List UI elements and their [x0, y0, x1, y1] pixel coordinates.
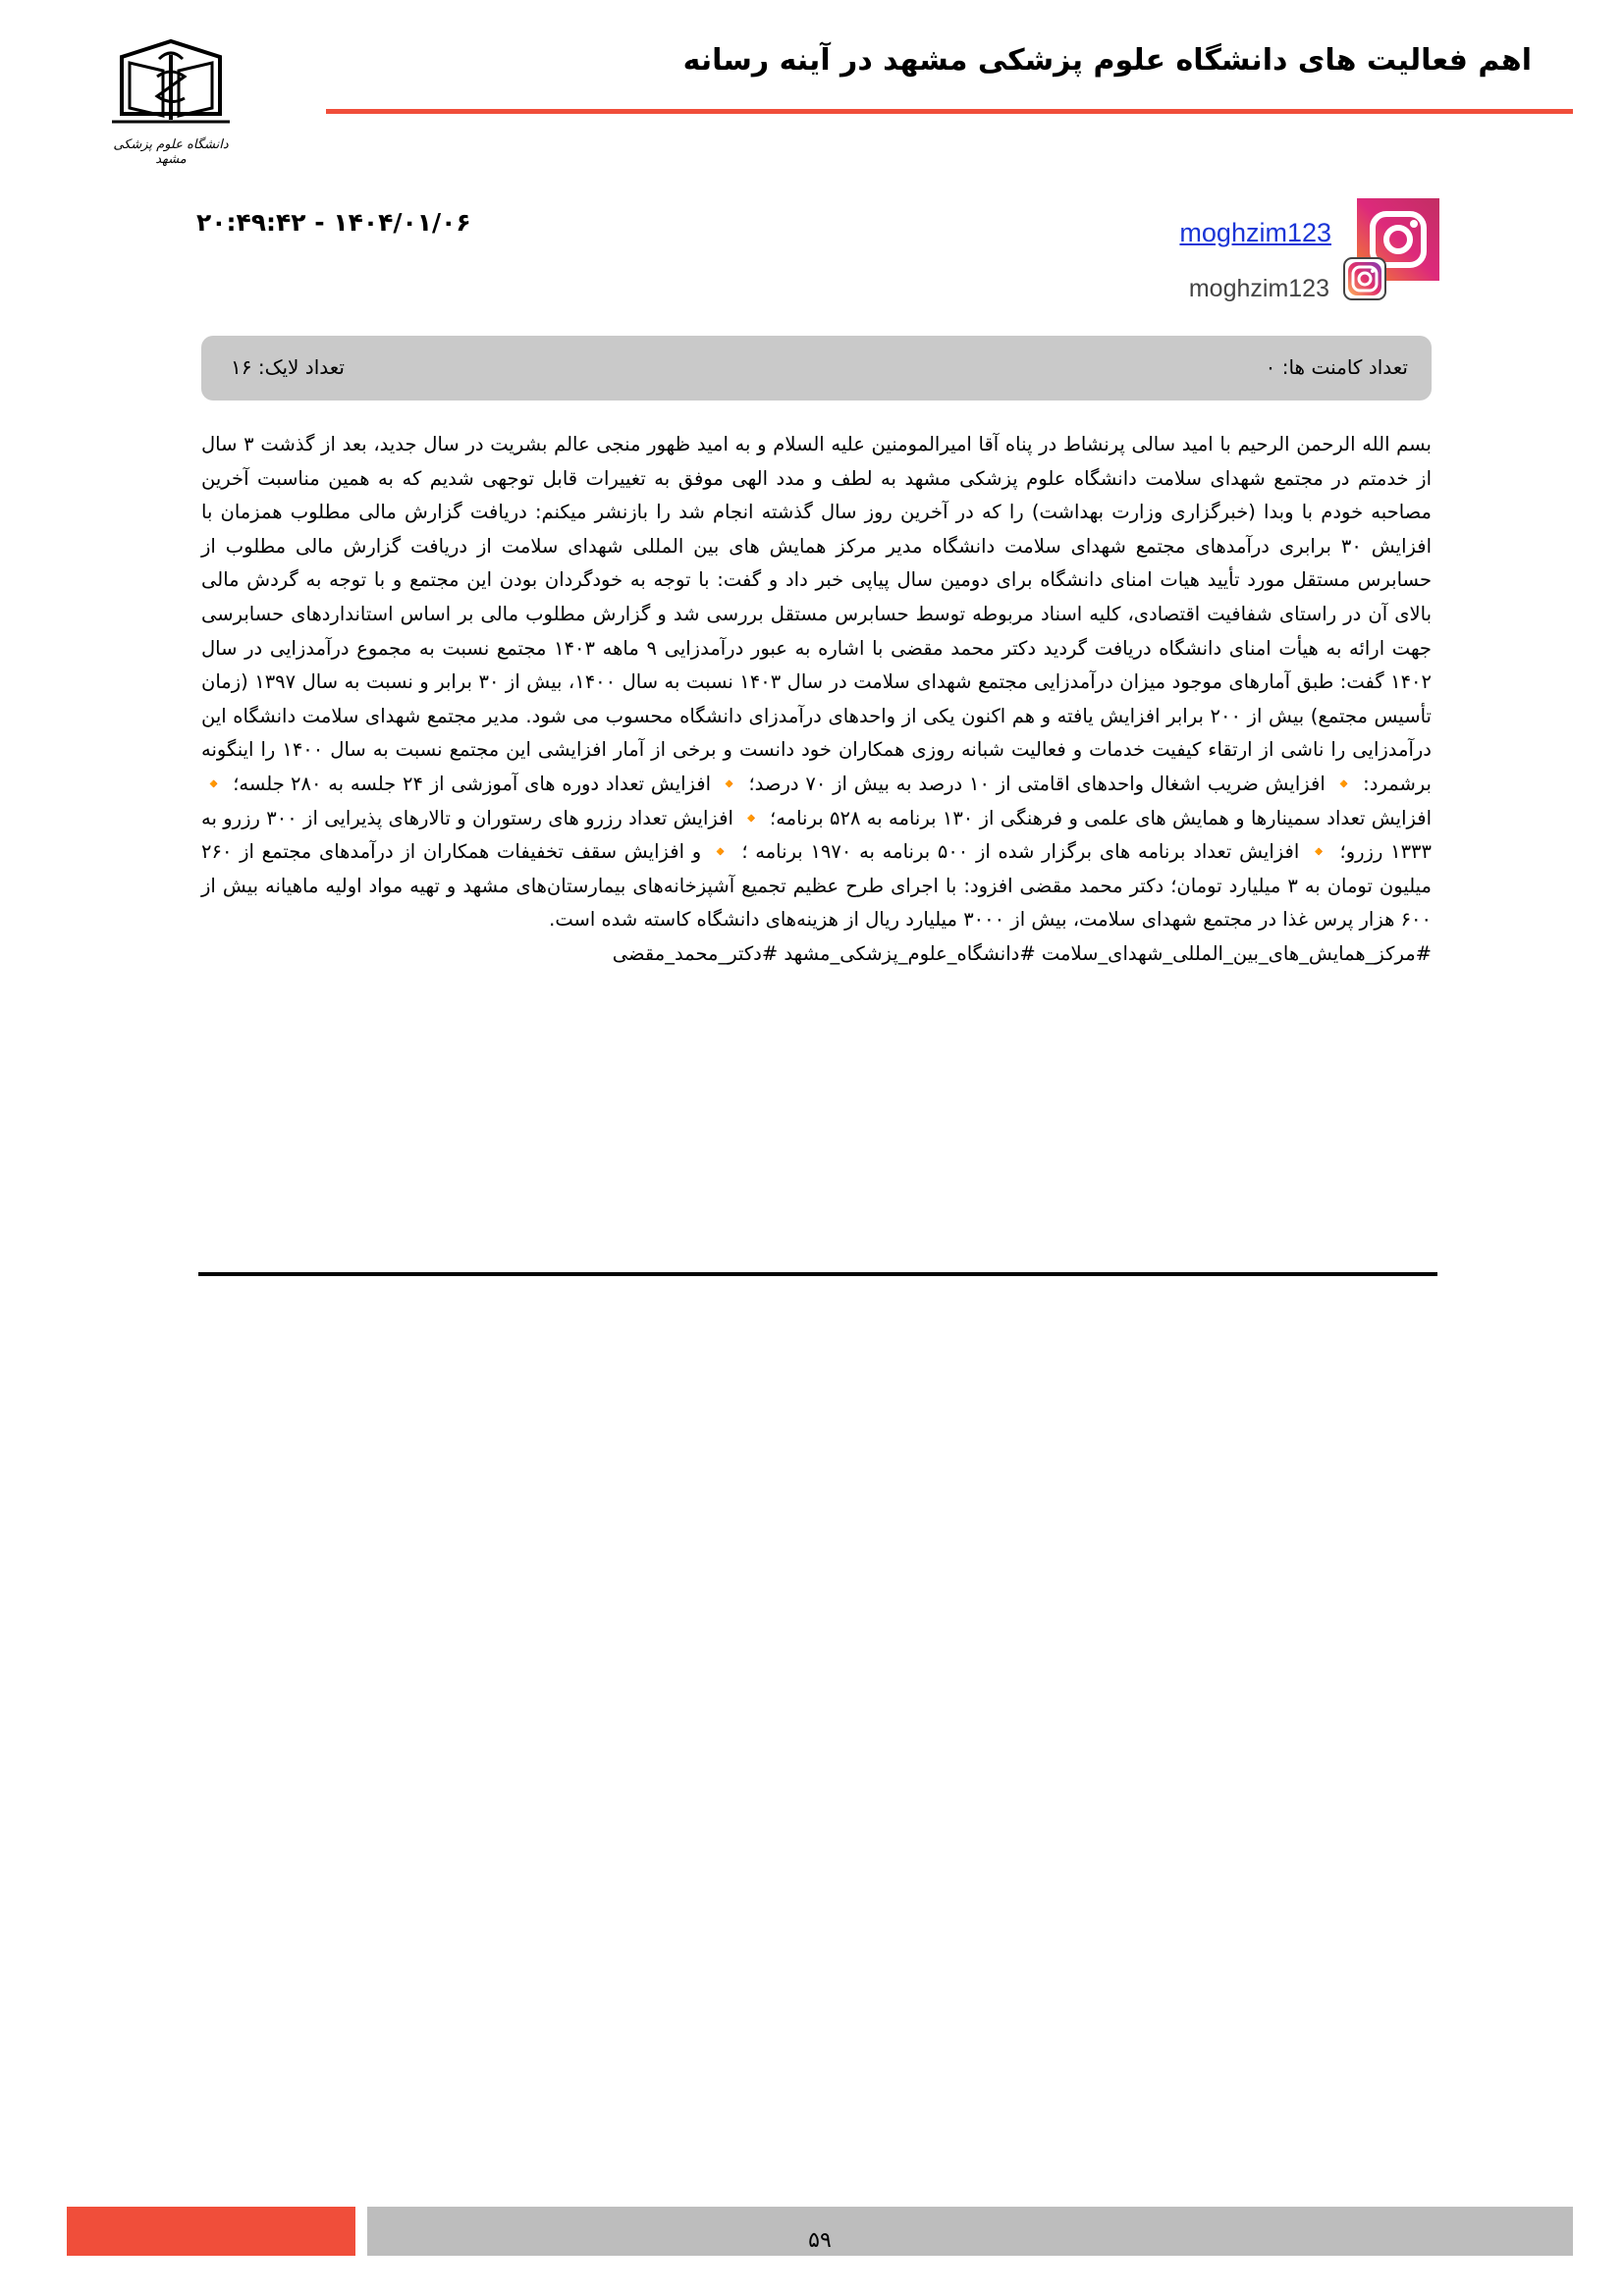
footer-red-bar — [67, 2207, 355, 2256]
post-timestamp: ۲۰:۴۹:۴۲ - ۱۴۰۴/۰۱/۰۶ — [196, 208, 471, 237]
like-count: تعداد لایک: ۱۶ — [231, 355, 345, 379]
author-profile-link[interactable]: moghzim123 — [1179, 218, 1331, 247]
post-stats-bar — [201, 336, 1432, 400]
page-number: ۵۹ — [808, 2228, 832, 2253]
instagram-icon — [1343, 257, 1386, 300]
page-header-title: اهم فعالیت های دانشگاه علوم پزشکی مشهد در آینه رسانه — [682, 43, 1532, 78]
post-paragraph: بسم الله الرحمن الرحیم با امید سالی پرنشاط در پناه آقا امیرالمومنین علیه السلام و به امید ظهور منجی عالم بشریت در سال جدید، بعد از گذشت ۳ سال از خدمتم در مجتمع شهدای سلامت دانشگاه علوم پزشکی مشهد به لطف و مدد الهی موفق به تغییرات قابل توجهی شدیم که به همین مناسبت آخرین مصاحبه خودم با وبدا (خبرگزاری وزارت بهداشت) را که در آخرین روز سال گذشته انجام شد را بازنشر میکنم: دریافت گزارش مالی مطلوب همزمان با افزایش ۳۰ برابری درآمدهای مجتمع شهدای سلامت دانشگاه مدیر مرکز همایش های بین المللی شهدای سلامت از دریافت گزارش مالی مطلوب از حسابرس مستقل مورد تأیید هیات امنای دانشگاه برای دومین سال پیاپی خبر داد و گفت: با توجه به خودگردان بودن این مجتمع و با توجه به گردش مالی بالای آن در راستای شفافیت اقتصادی، کلیه اسناد مربوطه توسط حسابرس مستقل بررسی شد و گزارش مطلوب مالی بر اساس استانداردهای حسابرسی جهت ارائه به هیأت امنای دانشگاه دریافت گردید دکتر محمد مقضی با اشاره به عبور درآمدزایی ۹ ماهه ۱۴۰۳ مجتمع نسبت به مجموع درآمدزایی در سال ۱۴۰۲ گفت: طبق آمارهای موجود میزان درآمدزایی مجتمع شهدای سلامت در سال ۱۴۰۳ نسبت به سال ۱۴۰۰، بیش از ۳۰ برابر و نسبت به سال ۱۳۹۷ (زمان تأسیس مجتمع) بیش از ۲۰۰ برابر افزایش یافته و هم اکنون یکی از واحدهای درآمدزای دانشگاه محسوب می شود. مدیر مجتمع شهدای سلامت دانشگاه این درآمدزایی را ناشی از ارتقاء کیفیت خدمات و فعالیت شبانه روزی همکاران خود دانست و برخی از آمار افزایشی این مجتمع نسبت به سال ۱۴۰۰ را اینگونه برشمرد: 🔸 افزایش ضریب اشغال واحدهای اقامتی از ۱۰ درصد به بیش از ۷۰ درصد؛ 🔸 افزایش تعداد دوره های آموزشی از ۲۴ جلسه به ۲۸۰ جلسه؛ 🔸 افزایش تعداد سمینارها و همایش های علمی و فرهنگی از ۱۳۰ برنامه به ۵۲۸ برنامه؛ 🔸 افزایش تعداد رزرو های رستوران و تالارهای پذیرایی از ۳۰۰ رزرو به ۱۳۳۳ رزرو؛ 🔸 افزایش تعداد برنامه های برگزار شده از ۵۰۰ برنامه به ۱۹۷۰ برنامه ؛ 🔸 و افزایش سقف تخفیفات همکاران از درآمدهای مجتمع از ۲۶۰ میلیون تومان به ۳ میلیارد تومان؛ دکتر محمد مقضی افزود: با اجرای طرح عظیم تجمیع آشپزخانه‌های بیمارستان‌های مشهد و تهیه مواد اولیه ماهیانه بیش از ۶۰۰ هزار پرس غذا در مجتمع شهدای سلامت، بیش از ۳۰۰۰ میلیارد ریال از هزینه‌های دانشگاه کاسته شده است. — [201, 433, 1433, 932]
header-divider — [326, 109, 1573, 114]
logo-caption: دانشگاه علوم پزشکی مشهد — [113, 137, 229, 167]
comment-count: تعداد کامنت ها: ۰ — [1265, 355, 1408, 379]
content-divider — [198, 1272, 1437, 1276]
post-hashtags: #مرکز_همایش_های_بین_المللی_شهدای_سلامت #دانشگاه_علوم_پزشکی_مشهد #دکتر_محمد_مقضی — [612, 941, 1432, 965]
footer-gray-bar — [367, 2207, 1573, 2256]
post-body — [201, 428, 1432, 972]
author-handle: moghzim123 — [1188, 275, 1329, 302]
